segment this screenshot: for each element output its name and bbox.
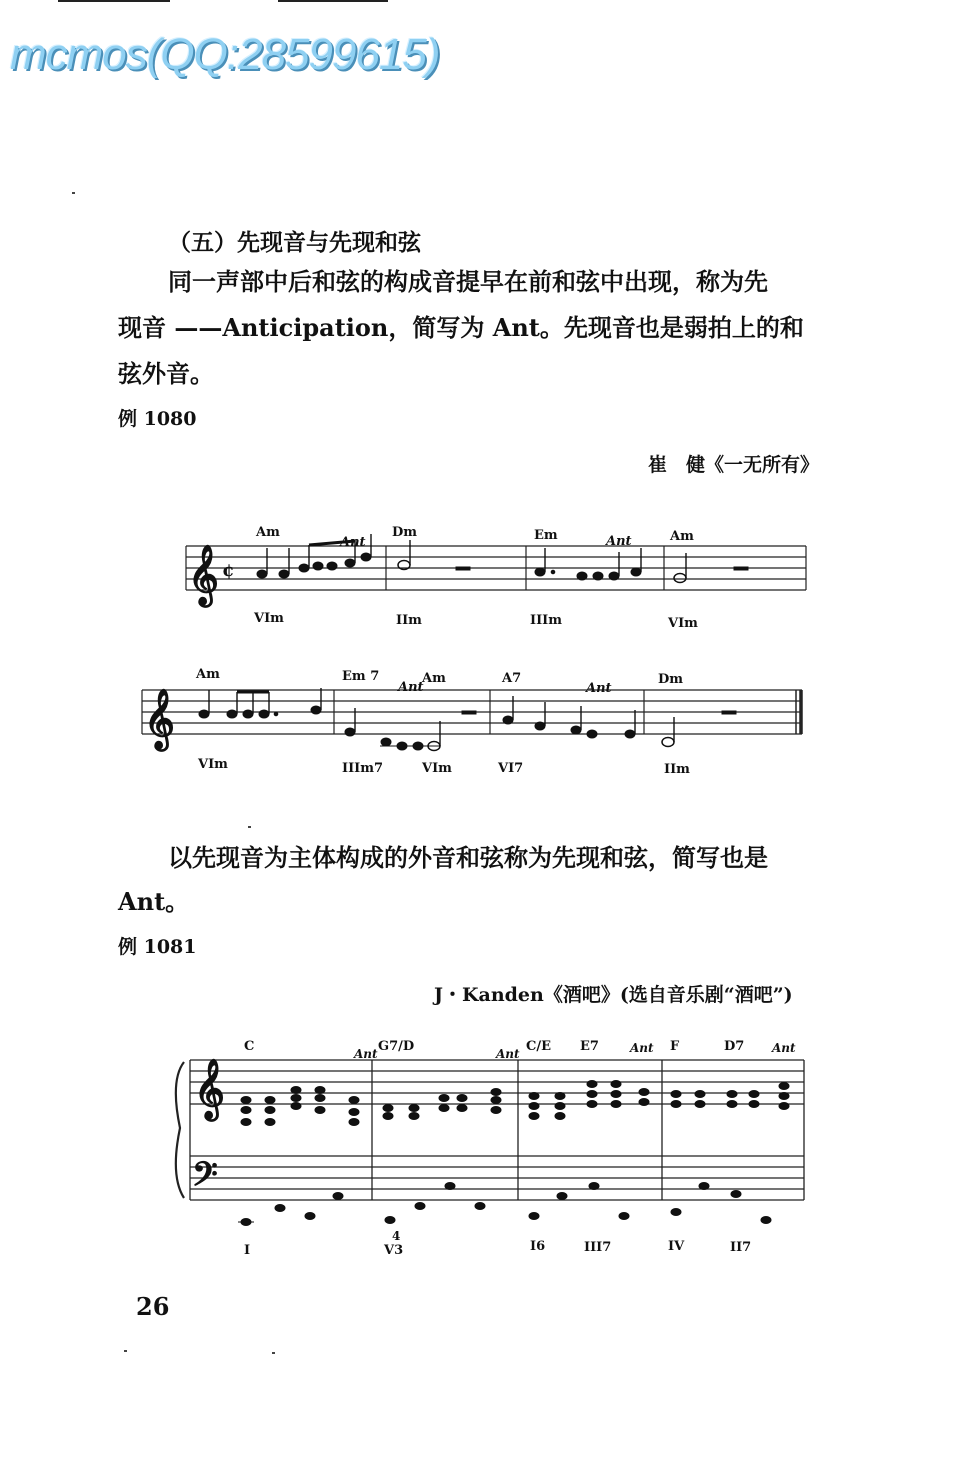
row2-degree-iim: IIm [664, 762, 690, 777]
treble-clef-icon-2: 𝄞 [144, 688, 175, 749]
example1-attribution: 崔 健《一无所有》 [648, 454, 820, 476]
row2-degree-vim2: VIm [422, 761, 452, 776]
example1-label: 例 1080 [118, 408, 197, 430]
section-heading: （五）先现音与先现和弦 [168, 229, 421, 256]
row2-chord-em7: Em 7 [342, 669, 380, 684]
ex2-chord-f: F [670, 1039, 680, 1054]
brace-icon [176, 1062, 184, 1198]
row1-degree-vim: VIm [254, 611, 284, 626]
paragraph2-line1: 以先现音为主体构成的外音和弦称为先现和弦，简写也是 [168, 843, 768, 872]
row2-chord-a7: A7 [502, 671, 522, 686]
grand-staff-barlines [190, 1060, 804, 1200]
scan-speck [248, 826, 251, 828]
ex2-degree-iv: IV [668, 1239, 685, 1254]
row2-chord-am: Am [196, 667, 220, 682]
row2-chord-ant1: Ant [398, 680, 424, 695]
page-number: 26 [136, 1292, 170, 1321]
row1-chord-dm: Dm [392, 525, 418, 540]
cut-time-icon: ¢ [222, 560, 235, 581]
ex2-chord-ce: C/E [526, 1039, 552, 1054]
row2-chord-dm: Dm [658, 672, 684, 687]
row1-chord-ant2: Ant [606, 534, 632, 549]
ex2-degree-i: I [244, 1243, 251, 1258]
ex2-chord-ant3: Ant [630, 1041, 654, 1055]
ex2-chord-g7d: G7/D [378, 1039, 415, 1054]
ex2-chord-ant2: Ant [496, 1047, 520, 1061]
grand-staff-bass [190, 1156, 804, 1200]
ex2-chord-e7: E7 [580, 1039, 599, 1054]
row2-chord-am2: Am [422, 671, 446, 686]
scan-speck [72, 192, 75, 194]
ex2-degree-iii7: III7 [584, 1240, 612, 1255]
row1-chord-em: Em [534, 528, 558, 543]
row1-chord-am2: Am [670, 529, 694, 544]
ex2-degree-i6: I6 [530, 1239, 546, 1254]
example2-label: 例 1081 [118, 936, 197, 958]
row2-degree-vi7: VI7 [498, 761, 524, 776]
treble-clef-icon-3: 𝄞 [194, 1058, 225, 1119]
scan-speck [124, 1350, 127, 1352]
ex2-degree-v3: V3 [384, 1243, 404, 1258]
watermark: mcmos(QQ:28599615) [10, 30, 440, 79]
row1-degree-vim2: VIm [668, 616, 698, 631]
example2-attribution: J・Kanden《酒吧》(选自音乐剧“酒吧”) [434, 984, 793, 1006]
treble-chord-notes [241, 1081, 789, 1126]
paragraph2-line2: Ant。 [118, 887, 190, 916]
scan-speck [272, 1352, 275, 1354]
row2-degree-iiim7: IIIm7 [342, 761, 384, 776]
paragraph1-line1: 同一声部中后和弦的构成音提早在前和弦中出现，称为先 [168, 267, 768, 296]
row2-chord-ant2: Ant [586, 681, 612, 696]
bass-clef-icon: 𝄢 [192, 1155, 218, 1202]
ex2-chord-ant1: Ant [354, 1047, 378, 1061]
row1-chord-am: Am [256, 525, 280, 540]
paragraph1-line2: 现音 ——Anticipation，简写为 Ant。先现音也是弱拍上的和 [118, 313, 804, 342]
ex2-degree-inversion: 4 [392, 1229, 401, 1243]
row1-degree-iiim: IIIm [530, 613, 562, 628]
ex2-chord-ant4: Ant [772, 1041, 796, 1055]
ex2-chord-c: C [244, 1039, 255, 1054]
treble-clef-icon: 𝄞 [188, 544, 219, 605]
paragraph1-line3: 弦外音。 [118, 359, 214, 388]
row2-degree-vim: VIm [198, 757, 228, 772]
ex2-degree-ii7: II7 [730, 1240, 752, 1255]
row1-degree-iim: IIm [396, 613, 422, 628]
ex2-chord-d7: D7 [724, 1039, 745, 1054]
row1-chord-ant1: Ant [340, 535, 366, 550]
